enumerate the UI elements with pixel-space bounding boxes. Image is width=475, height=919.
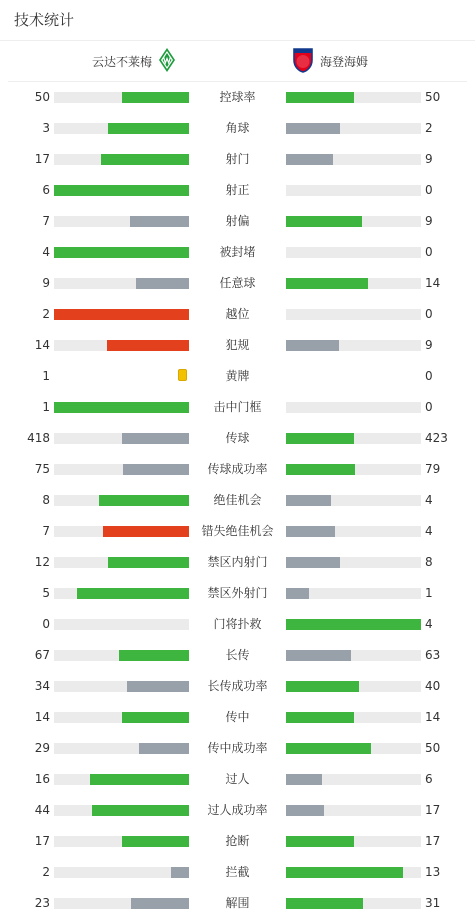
stat-label: 控球率 <box>219 90 256 104</box>
stat-label: 被封堵 <box>219 245 256 259</box>
away-value: 4 <box>425 617 433 631</box>
home-bar-track <box>54 898 189 909</box>
stat-label: 传中 <box>225 710 250 724</box>
home-bar <box>54 402 189 413</box>
away-value: 423 <box>425 431 448 445</box>
home-bar <box>122 712 190 723</box>
away-value: 50 <box>425 741 441 755</box>
home-bar <box>171 867 189 878</box>
away-bar-track <box>286 247 421 258</box>
home-bar <box>130 216 189 227</box>
away-bar <box>286 867 403 878</box>
home-team-name: 云达不莱梅 <box>91 54 152 69</box>
away-bar <box>286 650 351 661</box>
home-bar-track <box>54 247 189 258</box>
home-value: 12 <box>34 555 50 569</box>
away-bar-track <box>286 123 421 134</box>
home-value: 14 <box>34 338 50 352</box>
stat-label: 抢断 <box>225 834 250 848</box>
stat-row-shots-on-target <box>0 175 475 206</box>
away-value: 63 <box>425 648 441 662</box>
home-value: 3 <box>42 121 50 135</box>
stat-row-tackles <box>0 826 475 857</box>
home-bar <box>54 309 189 320</box>
away-value: 6 <box>425 772 433 786</box>
home-value: 2 <box>42 865 50 879</box>
home-bar-track <box>54 619 189 630</box>
home-value: 16 <box>34 772 50 786</box>
stat-label: 黄牌 <box>225 369 250 383</box>
stat-row-dribbles <box>0 764 475 795</box>
home-bar-track <box>54 433 189 444</box>
stat-label: 射正 <box>225 183 250 197</box>
stat-row-yellow-cards <box>0 361 475 392</box>
away-value: 79 <box>425 462 441 476</box>
home-bar-track <box>54 309 189 320</box>
away-value: 50 <box>425 90 441 104</box>
stat-row-dribble-success <box>0 795 475 826</box>
away-bar-track <box>286 309 421 320</box>
away-bar <box>286 588 309 599</box>
away-team-name: 海登海姆 <box>320 54 369 69</box>
away-bar <box>286 495 331 506</box>
home-bar-track <box>54 185 189 196</box>
home-value: 50 <box>34 90 50 104</box>
stat-row-saves <box>0 609 475 640</box>
away-value: 9 <box>425 152 433 166</box>
werder-bremen-logo-icon <box>158 47 176 76</box>
home-bar-track <box>54 154 189 165</box>
home-bar-track <box>54 867 189 878</box>
stat-label: 角球 <box>225 121 250 135</box>
home-value: 67 <box>34 648 50 662</box>
stat-row-big-chances-missed <box>0 516 475 547</box>
home-bar <box>122 433 190 444</box>
stat-row-shots-inside-box <box>0 547 475 578</box>
stat-row-shots-outside-box <box>0 578 475 609</box>
home-bar-track <box>54 712 189 723</box>
away-bar-track <box>286 619 421 630</box>
stat-row-offsides <box>0 299 475 330</box>
away-bar-track <box>286 805 421 816</box>
away-value: 14 <box>425 276 441 290</box>
away-bar-track <box>286 495 421 506</box>
away-value: 31 <box>425 896 441 910</box>
away-bar-track <box>286 278 421 289</box>
away-bar <box>286 92 354 103</box>
away-value: 9 <box>425 338 433 352</box>
stat-row-crosses <box>0 702 475 733</box>
away-value: 17 <box>425 803 441 817</box>
away-bar-track <box>286 743 421 754</box>
away-bar-track <box>286 681 421 692</box>
home-bar <box>127 681 189 692</box>
away-bar <box>286 898 363 909</box>
home-bar <box>131 898 189 909</box>
home-bar-track <box>54 588 189 599</box>
away-bar-track <box>286 464 421 475</box>
stat-row-fouls <box>0 330 475 361</box>
home-value: 17 <box>34 152 50 166</box>
away-bar-track <box>286 92 421 103</box>
stat-label: 射门 <box>225 152 250 166</box>
stat-label: 禁区外射门 <box>207 586 268 600</box>
home-bar <box>122 92 190 103</box>
stats-list <box>0 82 475 919</box>
stat-label: 传球 <box>225 431 250 445</box>
away-bar <box>286 123 340 134</box>
away-bar-track <box>286 402 421 413</box>
away-value: 1 <box>425 586 433 600</box>
stat-label: 犯规 <box>225 338 250 352</box>
home-bar-track <box>54 836 189 847</box>
home-bar <box>103 526 189 537</box>
home-bar-track <box>54 743 189 754</box>
stat-label: 绝佳机会 <box>213 493 262 507</box>
away-bar <box>286 836 354 847</box>
away-bar <box>286 681 359 692</box>
home-bar-track <box>54 495 189 506</box>
stat-row-blocked-shots <box>0 237 475 268</box>
home-bar <box>107 340 189 351</box>
stat-row-shots-off-target <box>0 206 475 237</box>
home-team[interactable] <box>92 41 176 81</box>
stat-label: 门将扑救 <box>213 617 262 631</box>
home-bar-track <box>54 216 189 227</box>
home-bar-track <box>54 464 189 475</box>
away-value: 40 <box>425 679 441 693</box>
home-bar <box>122 836 190 847</box>
home-value: 5 <box>42 586 50 600</box>
away-bar <box>286 154 333 165</box>
away-bar <box>286 743 371 754</box>
stat-row-free-kicks <box>0 268 475 299</box>
stat-row-long-balls <box>0 640 475 671</box>
home-bar <box>101 154 189 165</box>
stat-label: 越位 <box>225 307 250 321</box>
stat-row-shots <box>0 144 475 175</box>
stat-row-interceptions <box>0 857 475 888</box>
home-bar-track <box>54 526 189 537</box>
away-bar <box>286 774 322 785</box>
stat-label: 过人成功率 <box>207 803 268 817</box>
away-bar <box>286 619 421 630</box>
home-bar <box>77 588 189 599</box>
home-value: 34 <box>34 679 50 693</box>
home-value: 75 <box>34 462 50 476</box>
away-value: 2 <box>425 121 433 135</box>
home-value: 7 <box>42 214 50 228</box>
away-bar-track <box>286 340 421 351</box>
stat-label: 传中成功率 <box>207 741 268 755</box>
home-value: 4 <box>42 245 50 259</box>
heidenheim-logo-icon <box>292 47 314 76</box>
page-title: 技术统计 <box>0 0 475 41</box>
away-bar <box>286 805 324 816</box>
stat-row-passes <box>0 423 475 454</box>
home-value: 29 <box>34 741 50 755</box>
stat-row-possession <box>0 82 475 113</box>
home-value: 9 <box>42 276 50 290</box>
stat-label: 击中门框 <box>213 400 262 414</box>
home-bar <box>108 557 189 568</box>
home-bar-track <box>54 557 189 568</box>
stat-label: 过人 <box>225 772 250 786</box>
stat-row-pass-accuracy <box>0 454 475 485</box>
away-bar-track <box>286 588 421 599</box>
away-value: 0 <box>425 183 433 197</box>
stat-label: 错失绝佳机会 <box>201 524 274 538</box>
home-value: 1 <box>42 400 50 414</box>
stat-label: 传球成功率 <box>207 462 268 476</box>
home-value: 8 <box>42 493 50 507</box>
away-bar-track <box>286 185 421 196</box>
away-value: 9 <box>425 214 433 228</box>
away-value: 8 <box>425 555 433 569</box>
home-bar-track <box>54 278 189 289</box>
stat-row-clearances <box>0 888 475 919</box>
away-bar-track <box>286 898 421 909</box>
yellow-card-icon <box>178 369 187 381</box>
away-value: 0 <box>425 307 433 321</box>
away-bar-track <box>286 154 421 165</box>
away-bar-track <box>286 774 421 785</box>
away-bar-track <box>286 557 421 568</box>
away-value: 4 <box>425 493 433 507</box>
home-value: 23 <box>34 896 50 910</box>
away-value: 0 <box>425 400 433 414</box>
home-value: 44 <box>34 803 50 817</box>
stat-label: 长传 <box>225 648 250 662</box>
home-value: 14 <box>34 710 50 724</box>
home-value: 1 <box>42 369 50 383</box>
stat-row-long-ball-accuracy <box>0 671 475 702</box>
home-bar-track <box>54 92 189 103</box>
away-bar <box>286 278 368 289</box>
away-value: 17 <box>425 834 441 848</box>
home-bar <box>119 650 189 661</box>
home-value: 418 <box>27 431 50 445</box>
stat-row-corners <box>0 113 475 144</box>
home-bar <box>54 185 189 196</box>
home-bar-track <box>54 805 189 816</box>
away-bar <box>286 340 339 351</box>
home-value: 0 <box>42 617 50 631</box>
home-bar <box>108 123 189 134</box>
home-bar-track <box>54 650 189 661</box>
away-value: 14 <box>425 710 441 724</box>
away-bar-track <box>286 867 421 878</box>
stat-label: 任意球 <box>219 276 256 290</box>
away-value: 0 <box>425 245 433 259</box>
home-bar-track <box>54 681 189 692</box>
away-bar-track <box>286 650 421 661</box>
home-bar <box>123 464 189 475</box>
home-bar-track <box>54 402 189 413</box>
home-bar <box>139 743 189 754</box>
away-bar <box>286 216 362 227</box>
home-bar <box>54 247 189 258</box>
away-bar-track <box>286 712 421 723</box>
away-value: 13 <box>425 865 441 879</box>
home-bar <box>136 278 189 289</box>
stat-row-woodwork <box>0 392 475 423</box>
home-bar <box>92 805 189 816</box>
home-value: 2 <box>42 307 50 321</box>
away-bar <box>286 526 335 537</box>
home-bar <box>99 495 189 506</box>
stat-label: 长传成功率 <box>207 679 268 693</box>
away-bar <box>286 712 354 723</box>
away-value: 0 <box>425 369 433 383</box>
stat-label: 解围 <box>225 896 250 910</box>
home-bar <box>90 774 189 785</box>
stat-label: 拦截 <box>225 865 250 879</box>
stat-label: 禁区内射门 <box>207 555 268 569</box>
away-bar <box>286 433 354 444</box>
away-bar-track <box>286 216 421 227</box>
away-bar-track <box>286 526 421 537</box>
away-team[interactable] <box>292 41 368 81</box>
home-value: 7 <box>42 524 50 538</box>
home-bar-track <box>54 340 189 351</box>
away-value: 4 <box>425 524 433 538</box>
away-bar-track <box>286 836 421 847</box>
home-bar-track <box>54 123 189 134</box>
teams-header <box>8 41 467 82</box>
away-bar <box>286 557 340 568</box>
stat-row-big-chances <box>0 485 475 516</box>
home-value: 6 <box>42 183 50 197</box>
stat-label: 射偏 <box>225 214 250 228</box>
home-value: 17 <box>34 834 50 848</box>
away-bar-track <box>286 433 421 444</box>
home-bar-track <box>54 774 189 785</box>
away-bar <box>286 464 355 475</box>
stat-row-cross-accuracy <box>0 733 475 764</box>
